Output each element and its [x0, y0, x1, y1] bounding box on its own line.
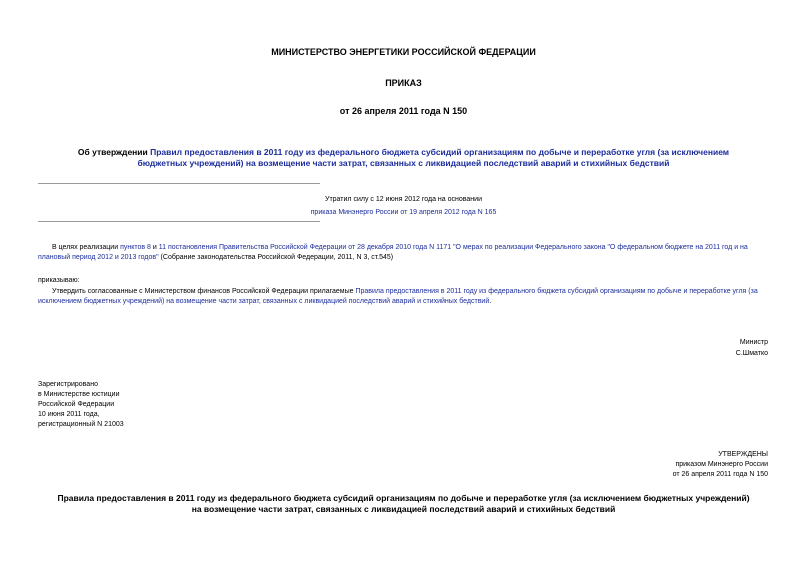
document-title	[40, 147, 767, 169]
registration-line: Российской Федерации	[38, 401, 115, 408]
separator-top	[38, 183, 320, 184]
link-paragraph-11[interactable]: 11	[158, 244, 167, 251]
approved-line: от 26 апреля 2011 года N 150	[672, 471, 768, 478]
doc-type-heading: ПРИКАЗ	[385, 78, 422, 88]
title-prefix: Об утверждении	[77, 147, 151, 157]
preamble-text: В целях реализации	[52, 244, 121, 251]
status-note-link[interactable]: приказа Минэнерго России от 19 апреля 2012 года N 165	[310, 209, 497, 216]
title-rules-link[interactable]: Правил предоставления в 2011 году из федерального бюджета субсидий организациям по добыче и переработке угля (за исключением	[150, 147, 730, 157]
approved-line: УТВЕРЖДЕНЫ	[718, 451, 768, 458]
registration-line: Зарегистрировано	[38, 381, 98, 388]
rules-title-line: Правила предоставления в 2011 году из федерального бюджета субсидий организациям по добыче и переработке угля (за исключением бюджетных учреждений)	[57, 493, 750, 503]
signature-block	[600, 338, 768, 359]
signature-name: С.Шматко	[735, 350, 768, 357]
registration-line: 10 июня 2011 года,	[38, 411, 100, 418]
rules-title	[0, 493, 807, 515]
order-word: приказываю:	[38, 277, 80, 284]
separator-bottom	[38, 221, 320, 222]
link-paragraph-8[interactable]: пунктов 8	[120, 244, 151, 251]
preamble-text: и	[150, 244, 159, 251]
ministry-heading: МИНИСТЕРСТВО ЭНЕРГЕТИКИ РОССИЙСКОЙ ФЕДЕРАЦИИ	[271, 47, 536, 57]
preamble-text: (Собрание законодательства Российской Федерации, 2011, N 3, ст.545)	[158, 254, 394, 261]
approved-line: приказом Минэнерго России	[675, 461, 768, 468]
doc-date-number: от 26 апреля 2011 года N 150	[339, 106, 468, 116]
approved-block	[560, 450, 768, 480]
status-note-text: Утратил силу с 12 июня 2012 года на основании	[325, 196, 482, 203]
rules-title-line: на возмещение части затрат, связанных с ликвидацией последствий аварий и стихийных бедствий	[191, 504, 616, 514]
status-note	[300, 195, 507, 218]
registration-line: в Министерстве юстиции	[38, 391, 120, 398]
registration-line: регистрационный N 21003	[38, 421, 124, 428]
title-rules-link-cont[interactable]: бюджетных учреждений) на возмещение части затрат, связанных с ликвидацией последствий аварий и стихийных бедствий	[137, 158, 670, 168]
link-approved-rules[interactable]: Правила предоставления в 2011 году из федерального бюджета субсидий организациям по добыче и переработке угля (за исключением бюджетных учреждений) на возмещение части затрат, связанных с ликвидацией последствий аварий и стихийных бедствий	[38, 288, 758, 305]
signature-position: Министр	[739, 339, 768, 346]
order-text: Утвердить согласованные с Министерством финансов Российской Федерации прилагаемые	[52, 288, 356, 295]
registration-block	[38, 380, 238, 430]
link-government-resolution[interactable]: постановления Правительства Российской Федерации от 28 декабря 2010 года N 1171 "О мерах по реализации Федерального закона "О федеральном бюджете на 2011 год и на плановый период 2012 и 2013 годов"	[38, 244, 748, 261]
preamble-paragraph	[38, 243, 770, 263]
order-paragraph	[38, 287, 770, 307]
order-text: .	[489, 298, 492, 305]
